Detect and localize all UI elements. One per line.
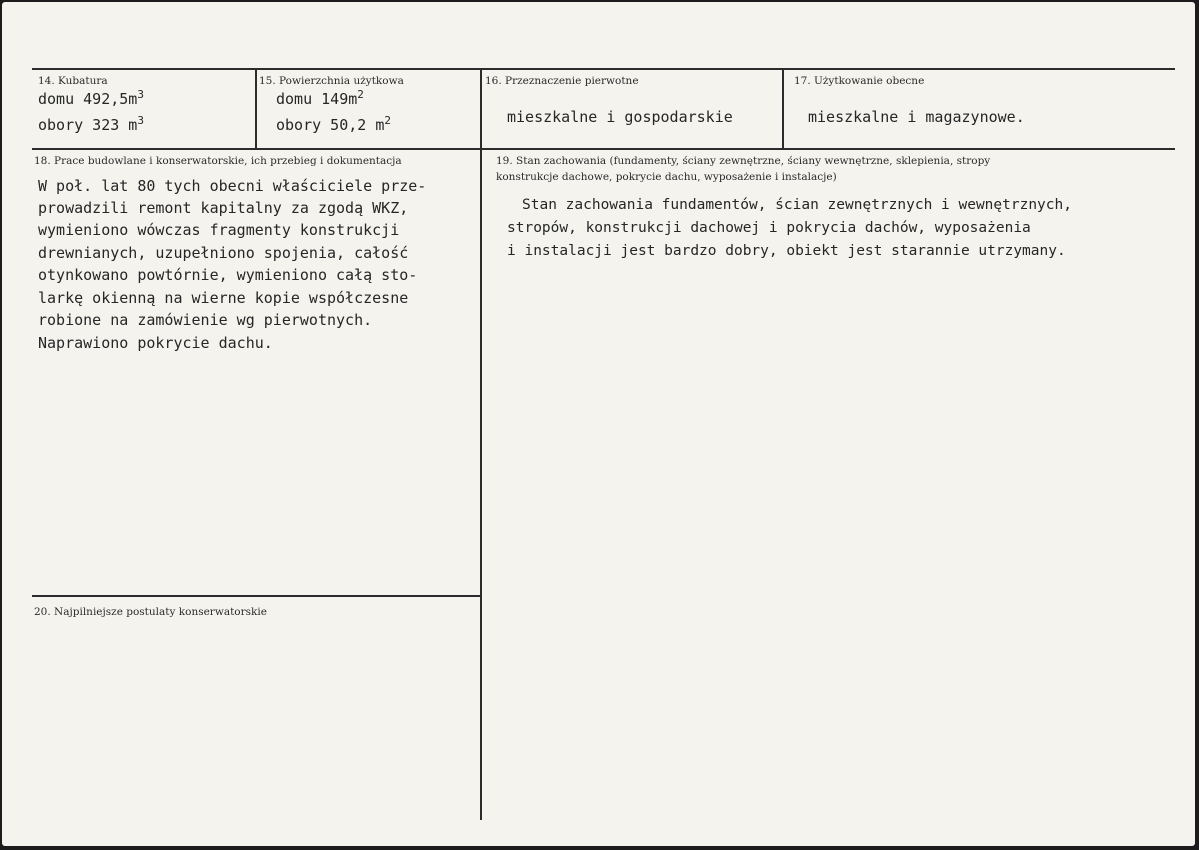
field-15-line-2 <box>276 114 391 136</box>
field-14-line-1-sup: 3 <box>137 88 144 101</box>
field-14-line-1-text: domu 492,5m <box>38 90 138 108</box>
field-14-line-2-text: obory 323 m <box>38 116 138 134</box>
field-18-line: drewnianych, uzupełniono spojenia, całość <box>38 244 409 262</box>
field-18-line: wymieniono wówczas fragmenty konstrukcji <box>38 221 400 239</box>
record-card <box>2 2 1195 846</box>
field-19-label: 19. Stan zachowania (fundamenty, ściany zewnętrzne, ściany wewnętrzne, sklepienia, stropy <box>496 155 991 167</box>
field-19-line: Stan zachowania fundamentów, ścian zewnętrznych i wewnętrznych, <box>522 197 1072 213</box>
field-14-line-1 <box>38 88 144 110</box>
field-18-line: larkę okienną na wierne kopie współczesne <box>38 289 409 307</box>
field-18-line: Naprawiono pokrycie dachu. <box>38 334 273 352</box>
field-18-line: robione na zamówienie wg pierwotnych. <box>38 311 373 329</box>
field-15-label: 15. Powierzchnia użytkowa <box>259 75 404 87</box>
field-15-line-1-sup: 2 <box>357 88 364 101</box>
divider <box>32 595 480 597</box>
divider <box>32 148 1175 150</box>
field-18-line: otynkowano powtórnie, wymieniono całą sto- <box>38 266 418 284</box>
field-14-line-2-sup: 3 <box>137 114 144 127</box>
divider <box>255 68 257 148</box>
field-14-line-2 <box>38 114 144 136</box>
field-14-label: 14. Kubatura <box>38 75 108 87</box>
divider <box>32 68 1175 70</box>
divider <box>782 68 784 148</box>
divider <box>480 68 482 820</box>
field-20-label: 20. Najpilniejsze postulaty konserwatorskie <box>34 606 267 618</box>
field-15-line-1 <box>276 88 364 110</box>
field-18-line: prowadzili remont kapitalny za zgodą WKZ, <box>38 199 409 217</box>
field-15-line-2-text: obory 50,2 m <box>276 116 385 134</box>
field-19-line: i instalacji jest bardzo dobry, obiekt jest starannie utrzymany. <box>507 243 1066 259</box>
field-16-label: 16. Przeznaczenie pierwotne <box>485 75 639 87</box>
field-16-value: mieszkalne i gospodarskie <box>507 108 733 126</box>
field-18-label: 18. Prace budowlane i konserwatorskie, ich przebieg i dokumentacja <box>34 155 402 167</box>
field-19-label-cont: konstrukcje dachowe, pokrycie dachu, wyposażenie i instalacje) <box>496 171 837 183</box>
field-17-label: 17. Użytkowanie obecne <box>794 75 925 87</box>
field-15-line-2-sup: 2 <box>384 114 391 127</box>
field-19-line: stropów, konstrukcji dachowej i pokrycia dachów, wyposażenia <box>507 220 1031 236</box>
field-18-line: W poł. lat 80 tych obecni właściciele prze- <box>38 177 427 195</box>
field-15-line-1-text: domu 149m <box>276 90 358 108</box>
field-17-value: mieszkalne i magazynowe. <box>808 108 1025 126</box>
